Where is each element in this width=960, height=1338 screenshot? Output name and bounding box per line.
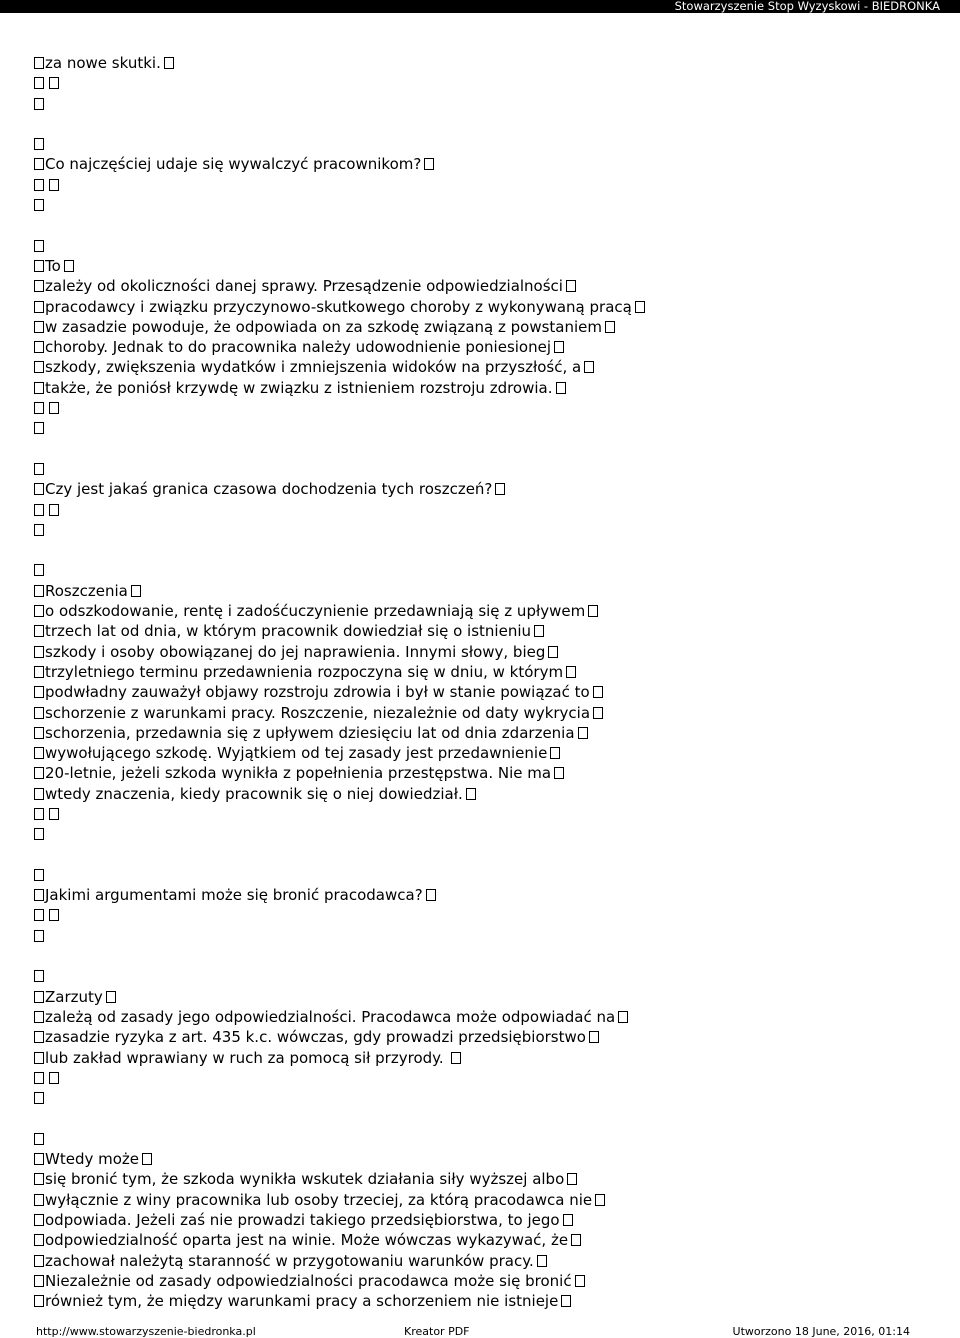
missing-glyph-box	[34, 686, 44, 698]
missing-glyph-box	[34, 524, 44, 536]
text-line	[34, 1149, 934, 1169]
line-text: zasadzie ryzyka z art. 435 k.c. wówczas, gdy prowadzi przedsiębiorstwo	[45, 1028, 586, 1047]
line-text: odpowiada. Jeżeli zaś nie prowadzi takiego przedsiębiorstwa, to jego	[45, 1210, 560, 1229]
line-text: za nowe skutki.	[45, 54, 161, 72]
missing-glyph-box	[34, 930, 44, 942]
text-line	[34, 398, 934, 418]
text-line	[34, 479, 934, 499]
text-line	[34, 804, 934, 824]
text-line	[34, 134, 934, 154]
missing-glyph-box	[554, 341, 564, 353]
missing-glyph-box	[49, 504, 59, 516]
line-text: Czy jest jakaś granica czasowa dochodzenia tych roszczeń?	[45, 480, 493, 499]
missing-glyph-box	[575, 1275, 585, 1287]
page-footer	[0, 1326, 960, 1338]
line-text: szkody i osoby obowiązanej do jej naprawienia. Innymi słowy, bieg	[45, 642, 546, 661]
text-line	[34, 784, 934, 804]
missing-glyph-box	[563, 1214, 573, 1226]
missing-glyph-box	[593, 686, 603, 698]
missing-glyph-box	[49, 179, 59, 191]
text-line	[34, 703, 934, 723]
header-title: Stowarzyszenie Stop Wyzyskowi - BIEDRONKA	[674, 0, 940, 13]
missing-glyph-box	[605, 321, 615, 333]
text-line	[34, 601, 934, 621]
missing-glyph-box	[34, 646, 44, 658]
line-text: podwładny zauważył objawy rozstroju zdrowia i był w stanie powiązać to	[45, 683, 590, 702]
missing-glyph-box	[595, 1194, 605, 1206]
missing-glyph-box	[34, 808, 44, 820]
text-line	[34, 642, 934, 662]
line-text: o odszkodowanie, rentę i zadośćuczynienie przedawniają się z upływem	[45, 602, 586, 621]
line-text: wywołującego szkodę. Wyjątkiem od tej zasady jest przedawnienie	[45, 744, 548, 763]
text-line	[34, 1068, 934, 1088]
line-text: zależą od zasady jego odpowiedzialności. Pracodawca może odpowiadać na	[45, 1007, 616, 1026]
text-line	[34, 621, 934, 641]
missing-glyph-box	[561, 1295, 571, 1307]
text-line	[34, 1169, 934, 1189]
line-text: 20-letnie, jeżeli szkoda wynikła z popełnienia przestępstwa. Nie ma	[45, 764, 552, 783]
text-line	[34, 1129, 934, 1149]
text-line	[34, 297, 934, 317]
missing-glyph-box	[34, 889, 44, 901]
text-line	[34, 154, 934, 174]
missing-glyph-box	[34, 869, 44, 881]
missing-glyph-box	[451, 1052, 461, 1064]
missing-glyph-box	[34, 98, 44, 110]
missing-glyph-box	[34, 970, 44, 982]
missing-glyph-box	[34, 1214, 44, 1226]
text-line	[34, 885, 934, 905]
text-line	[34, 1048, 934, 1068]
missing-glyph-box	[588, 605, 598, 617]
missing-glyph-box	[34, 747, 44, 759]
missing-glyph-box	[49, 909, 59, 921]
line-text: Wtedy może	[45, 1150, 139, 1169]
missing-glyph-box	[34, 483, 44, 495]
text-line	[34, 1291, 934, 1311]
line-text: się bronić tym, że szkoda wynikła wskutek działania siły wyższej albo	[45, 1170, 565, 1189]
text-line	[34, 662, 934, 682]
missing-glyph-box	[34, 1052, 44, 1064]
text-line	[34, 114, 934, 134]
text-line	[34, 378, 934, 398]
missing-glyph-box	[34, 1031, 44, 1043]
missing-glyph-box	[34, 625, 44, 637]
missing-glyph-box	[34, 1255, 44, 1267]
text-line	[34, 94, 934, 114]
text-line	[34, 256, 934, 276]
text-line	[34, 520, 934, 540]
text-line	[34, 987, 934, 1007]
missing-glyph-box	[34, 585, 44, 597]
text-line	[34, 53, 934, 73]
missing-glyph-box	[34, 280, 44, 292]
text-line	[34, 1027, 934, 1047]
document-body	[34, 53, 934, 1311]
text-line	[34, 1251, 934, 1271]
missing-glyph-box	[34, 1133, 44, 1145]
text-line	[34, 946, 934, 966]
missing-glyph-box	[34, 402, 44, 414]
missing-glyph-box	[589, 1031, 599, 1043]
header-bar	[0, 0, 960, 13]
missing-glyph-box	[495, 483, 505, 495]
footer-created: Utworzono 18 June, 2016, 01:14	[732, 1325, 910, 1338]
missing-glyph-box	[593, 707, 603, 719]
missing-glyph-box	[64, 260, 74, 272]
line-text: szkody, zwiększenia wydatków i zmniejszenia widoków na przyszłość, a	[45, 358, 582, 377]
line-text: lub zakład wprawiany w ruch za pomocą sił przyrody.	[45, 1048, 449, 1067]
missing-glyph-box	[34, 77, 44, 89]
line-text: schorzenia, przedawnia się z upływem dziesięciu lat od dnia zdarzenia	[45, 723, 575, 742]
text-line	[34, 1210, 934, 1230]
missing-glyph-box	[34, 564, 44, 576]
missing-glyph-box	[34, 321, 44, 333]
line-text: zależy od okoliczności danej sprawy. Przesądzenie odpowiedzialności	[45, 277, 563, 296]
footer-url[interactable]: http://www.stowarzyszenie-biedronka.pl	[36, 1325, 256, 1338]
missing-glyph-box	[34, 1295, 44, 1307]
text-line	[34, 500, 934, 520]
missing-glyph-box	[142, 1153, 152, 1165]
text-line	[34, 865, 934, 885]
text-line	[34, 175, 934, 195]
missing-glyph-box	[164, 57, 174, 69]
missing-glyph-box	[34, 727, 44, 739]
missing-glyph-box	[106, 991, 116, 1003]
missing-glyph-box	[49, 77, 59, 89]
missing-glyph-box	[34, 260, 44, 272]
missing-glyph-box	[556, 382, 566, 394]
text-line	[34, 418, 934, 438]
missing-glyph-box	[34, 361, 44, 373]
text-line	[34, 236, 934, 256]
missing-glyph-box	[34, 138, 44, 150]
text-line	[34, 540, 934, 560]
text-line	[34, 1088, 934, 1108]
missing-glyph-box	[34, 463, 44, 475]
missing-glyph-box	[34, 707, 44, 719]
missing-glyph-box	[548, 646, 558, 658]
footer-creator: Kreator PDF	[404, 1325, 470, 1338]
missing-glyph-box	[34, 1011, 44, 1023]
missing-glyph-box	[34, 828, 44, 840]
text-line	[34, 337, 934, 357]
text-line	[34, 459, 934, 479]
missing-glyph-box	[49, 808, 59, 820]
missing-glyph-box	[566, 666, 576, 678]
missing-glyph-box	[635, 301, 645, 313]
text-line	[34, 195, 934, 215]
missing-glyph-box	[49, 402, 59, 414]
line-text: zachował należytą staranność w przygotowaniu warunków pracy.	[45, 1251, 534, 1270]
text-line	[34, 581, 934, 601]
missing-glyph-box	[34, 422, 44, 434]
text-line	[34, 357, 934, 377]
text-line	[34, 1108, 934, 1128]
text-line	[34, 845, 934, 865]
missing-glyph-box	[34, 1173, 44, 1185]
text-line	[34, 824, 934, 844]
line-text: również tym, że między warunkami pracy a schorzeniem nie istnieje	[45, 1292, 559, 1311]
missing-glyph-box	[49, 1072, 59, 1084]
text-line	[34, 763, 934, 783]
missing-glyph-box	[34, 1092, 44, 1104]
missing-glyph-box	[584, 361, 594, 373]
missing-glyph-box	[34, 1194, 44, 1206]
line-text: Roszczenia	[45, 581, 128, 600]
line-text: pracodawcy i związku przyczynowo-skutkowego choroby z wykonywaną pracą	[45, 297, 632, 316]
text-line	[34, 1230, 934, 1250]
missing-glyph-box	[34, 1153, 44, 1165]
line-text: Co najczęściej udaje się wywalczyć pracownikom?	[45, 155, 422, 174]
missing-glyph-box	[34, 1072, 44, 1084]
text-line	[34, 1271, 934, 1291]
missing-glyph-box	[554, 767, 564, 779]
missing-glyph-box	[618, 1011, 628, 1023]
text-line	[34, 73, 934, 93]
text-line	[34, 1190, 934, 1210]
line-text: Zarzuty	[45, 987, 103, 1006]
text-line	[34, 215, 934, 235]
missing-glyph-box	[34, 788, 44, 800]
missing-glyph-box	[34, 382, 44, 394]
text-line	[34, 723, 934, 743]
missing-glyph-box	[34, 240, 44, 252]
missing-glyph-box	[567, 1173, 577, 1185]
missing-glyph-box	[571, 1234, 581, 1246]
missing-glyph-box	[550, 747, 560, 759]
line-text: schorzenie z warunkami pracy. Roszczenie, niezależnie od daty wykrycia	[45, 703, 591, 722]
missing-glyph-box	[131, 585, 141, 597]
line-text: wtedy znaczenia, kiedy pracownik się o niej dowiedział.	[45, 784, 463, 803]
text-line	[34, 905, 934, 925]
missing-glyph-box	[34, 909, 44, 921]
missing-glyph-box	[578, 727, 588, 739]
missing-glyph-box	[534, 625, 544, 637]
missing-glyph-box	[34, 341, 44, 353]
missing-glyph-box	[34, 57, 44, 69]
line-text: To	[45, 256, 61, 275]
line-text: trzech lat od dnia, w którym pracownik dowiedział się o istnieniu	[45, 622, 531, 641]
text-line	[34, 560, 934, 580]
text-line	[34, 926, 934, 946]
missing-glyph-box	[34, 179, 44, 191]
line-text: w zasadzie powoduje, że odpowiada on za szkodę związaną z powstaniem	[45, 317, 603, 336]
missing-glyph-box	[34, 1275, 44, 1287]
missing-glyph-box	[34, 199, 44, 211]
text-line	[34, 966, 934, 986]
text-line	[34, 276, 934, 296]
text-line	[34, 743, 934, 763]
text-line	[34, 317, 934, 337]
line-text: Jakimi argumentami może się bronić pracodawca?	[45, 886, 423, 905]
text-line	[34, 439, 934, 459]
missing-glyph-box	[34, 605, 44, 617]
missing-glyph-box	[34, 767, 44, 779]
missing-glyph-box	[34, 301, 44, 313]
missing-glyph-box	[424, 158, 434, 170]
missing-glyph-box	[537, 1255, 547, 1267]
line-text: także, że poniósł krzywdę w związku z istnieniem rozstroju zdrowia.	[45, 378, 553, 397]
missing-glyph-box	[566, 280, 576, 292]
missing-glyph-box	[34, 991, 44, 1003]
missing-glyph-box	[34, 1234, 44, 1246]
missing-glyph-box	[34, 504, 44, 516]
missing-glyph-box	[34, 666, 44, 678]
line-text: wyłącznie z winy pracownika lub osoby trzeciej, za którą pracodawca nie	[45, 1190, 593, 1209]
line-text: Niezależnie od zasady odpowiedzialności pracodawca może się bronić	[45, 1271, 572, 1290]
missing-glyph-box	[466, 788, 476, 800]
missing-glyph-box	[426, 889, 436, 901]
line-text: trzyletniego terminu przedawnienia rozpoczyna się w dniu, w którym	[45, 662, 564, 681]
line-text: choroby. Jednak to do pracownika należy udowodnienie poniesionej	[45, 338, 552, 357]
text-line	[34, 682, 934, 702]
line-text: odpowiedzialność oparta jest na winie. Może wówczas wykazywać, że	[45, 1231, 569, 1250]
text-line	[34, 1007, 934, 1027]
missing-glyph-box	[34, 158, 44, 170]
